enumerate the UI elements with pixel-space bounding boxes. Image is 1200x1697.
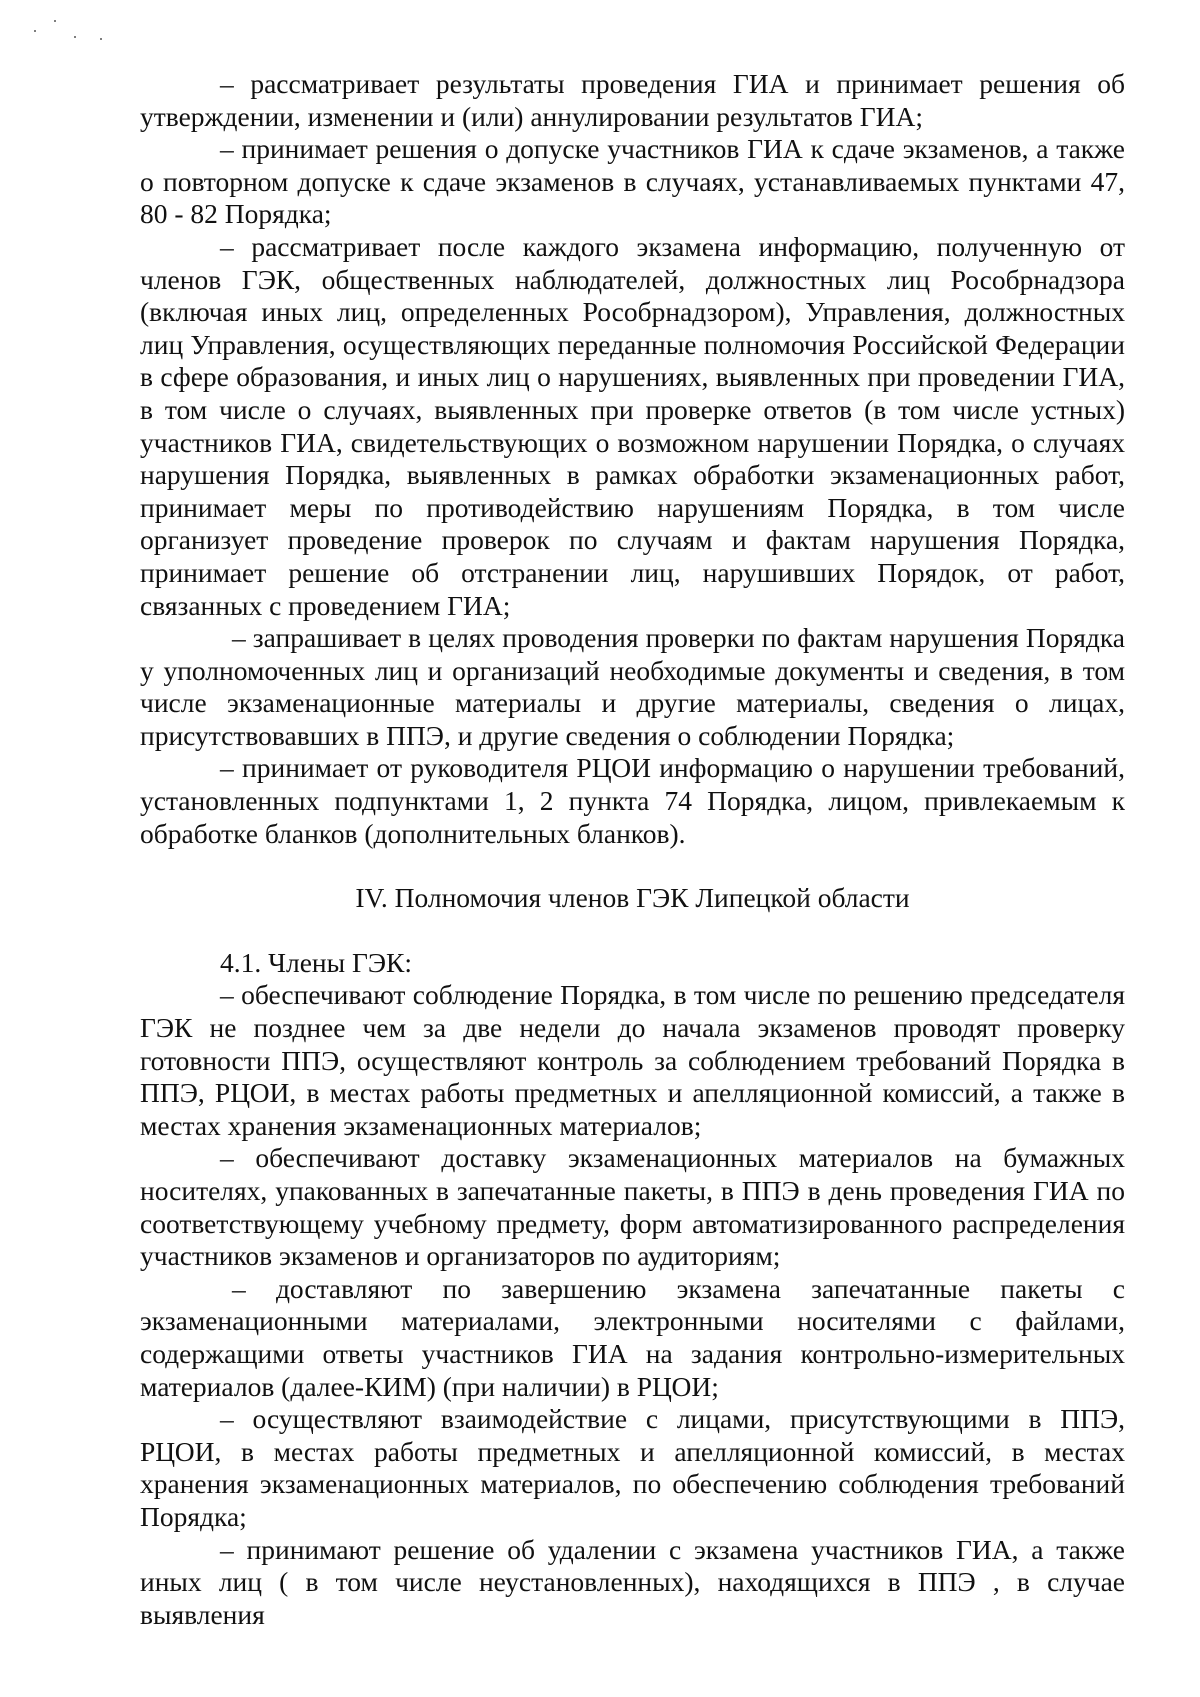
document-body — [140, 68, 1125, 1631]
spacer — [140, 915, 1125, 947]
paragraph-review-results: – рассматривает результаты проведения ГИА и принимает решения об утверждении, изменении и (или) аннулировании результатов ГИА; — [140, 68, 1125, 132]
paragraph-rcoi-information: – принимает от руководителя РЦОИ информацию о нарушении требований, установленных подпунктами 1, 2 пункта 74 Порядка, лицом, привлекаемым к обработке бланков (дополнительных бланков). — [140, 752, 1125, 849]
paragraph-request-documents: – запрашивает в целях проводения проверки по фактам нарушения Порядка у уполномоченных лиц и организаций необходимые документы и сведения, в том числе экзаменационные материалы и другие материалы, сведения о лицах, присутствовавших в ППЭ, и другие сведения о соблюдении Порядка; — [140, 622, 1125, 751]
scan-specks — [30, 14, 120, 44]
scan-speck — [34, 30, 36, 32]
scan-speck — [100, 38, 102, 40]
subsection-intro: 4.1. Члены ГЭК: — [220, 946, 413, 978]
scan-speck — [54, 20, 56, 22]
paragraph-admission-decisions: – принимает решения о допуске участников ГИА к сдаче экзаменов, а также о повторном допуске к сдаче экзаменов в случаях, устанавливаемых пунктами 47, 80 - 82 Порядка; — [140, 133, 1125, 230]
paragraph-delivery-materials: – обеспечивают доставку экзаменационных материалов на бумажных носителях, упакованных в запечатанные пакеты, в ППЭ в день проведения ГИА по соответствующему учебному предмету, форм автоматизированного распределения участников экзаменов и организаторов по аудиториям; — [140, 1142, 1125, 1272]
paragraph-ensure-compliance: – обеспечивают соблюдение Порядка, в том числе по решению председателя ГЭК не позднее чем за две недели до начала экзаменов проводят проверку готовности ППЭ, осуществляют контроль за соблюдением требований Порядка в ППЭ, РЦОИ, в местах работы предметных и апелляционной комиссий, а также в местах хранения экзаменационных материалов; — [140, 979, 1125, 1141]
spacer — [140, 850, 1125, 882]
paragraph-violations-review: – рассматривает после каждого экзамена информацию, полученную от членов ГЭК, общественных наблюдателей, должностных лиц Рособрнадзора (включая иных лиц, определенных Рособрнадзором), Управления, должностных лиц Управления, осуществляющих переданные полномочия Российской Федерации в сфере образования, и иных лиц о нарушениях, выявленных при проведении ГИА, в том числе о случаях, выявленных при проверке ответов (в том числе устных) участников ГИА, свидетельствующих о возможном нарушении Порядка, о случаях нарушения Порядка, выявленных в рамках обработки экзаменационных работ, принимает меры по противодействию нарушениям Порядка, в том числе организует проведение проверок по случаям и фактам нарушения Порядка, принимает решение об отстранении лиц, нарушивших Порядок, от работ, связанных с проведением ГИА; — [140, 230, 1125, 621]
paragraph-deliver-packages: – доставляют по завершению экзамена запечатанные пакеты с экзаменационными материалами, электронными носителями с файлами, содержащими ответы участников ГИА на задания контрольно-измерительных материалов (далее-КИМ) (при наличии) в РЦОИ; — [140, 1272, 1125, 1402]
section-heading: IV. Полномочия членов ГЭК Липецкой области — [355, 882, 910, 914]
paragraph-interaction: – осуществляют взаимодействие с лицами, присутствующими в ППЭ, РЦОИ, в местах работы предметных и апелляционной комиссий, в местах хранения экзаменационных материалов, по обеспечению соблюдения требований Порядка; — [140, 1403, 1125, 1532]
scan-speck — [74, 36, 76, 38]
paragraph-removal-decision: – принимают решение об удалении с экзамена участников ГИА, а также иных лиц ( в том числе неустановленных), находящихся в ППЭ , в случае выявления — [140, 1533, 1125, 1630]
